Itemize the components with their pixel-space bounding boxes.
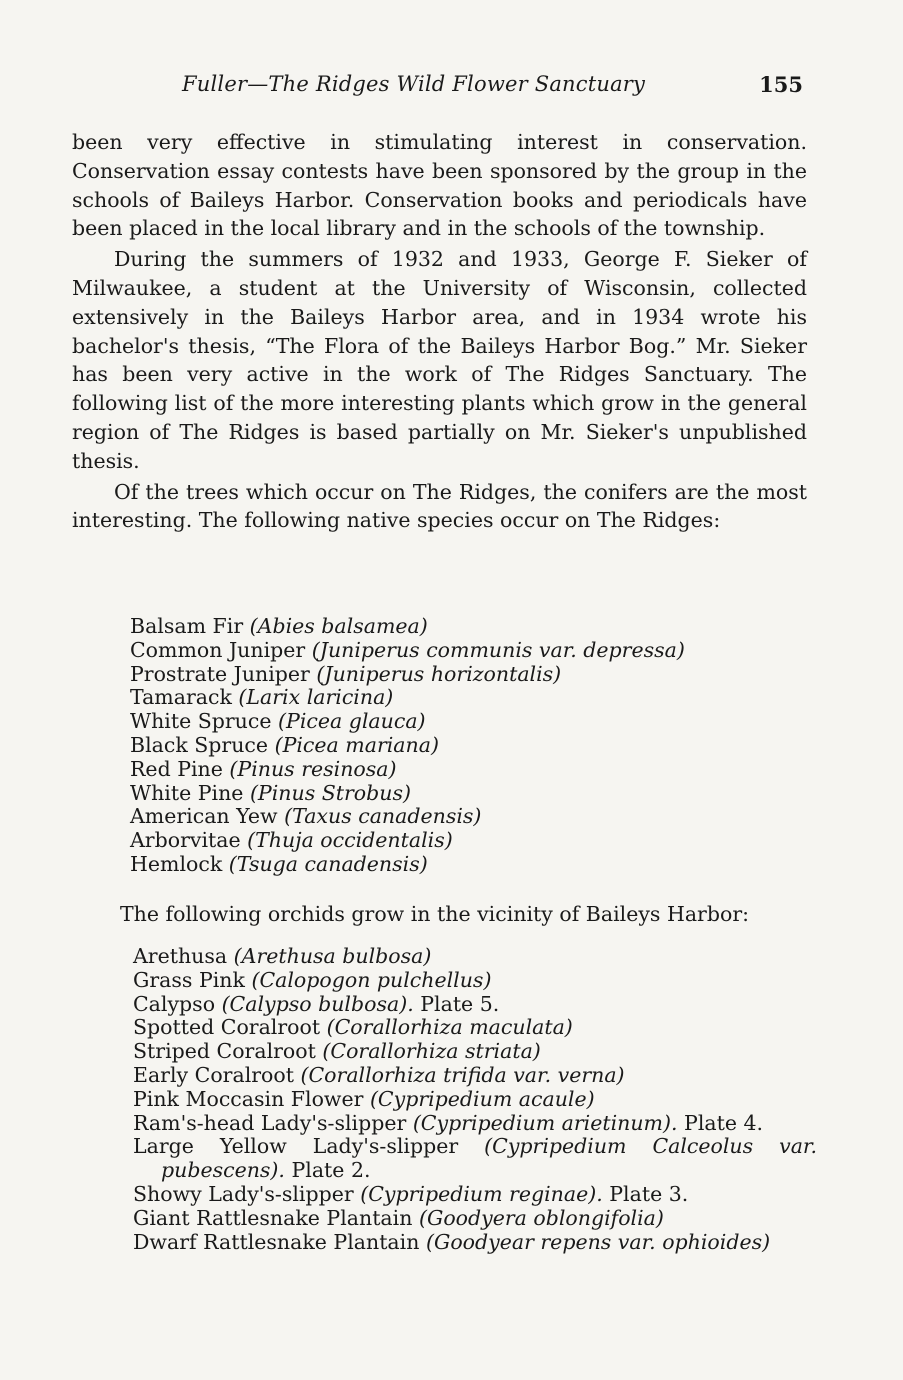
conifer-list [130,615,810,877]
list-item: Common Juniper (Juniperus communis var. depressa) [130,637,685,662]
list-item: Large Yellow Lady's-slipper (Cypripedium Calceolus var. pubescens). Plate 2. [133,1134,817,1183]
list-item: Tamarack (Larix laricina) [130,685,394,710]
list-item: White Spruce (Picea glauca) [130,709,426,734]
list-item: Early Coralroot (Corallorhiza trifida var. verna) [133,1062,625,1087]
list-item: Striped Coralroot (Corallorhiza striata) [133,1039,541,1064]
paragraph-trees-intro: Of the trees which occur on The Ridges, the conifers are the most interesting. The following native species occur on The Ridges: [72,479,807,533]
page-number: 155 [759,72,803,97]
orchid-intro: The following orchids grow in the vicinity of Baileys Harbor: [120,902,750,926]
list-item: Arborvitae (Thuja occidentalis) [130,828,453,853]
list-item: Prostrate Juniper (Juniperus horizontalis) [130,661,562,686]
orchid-list [133,945,817,1254]
list-item: American Yew (Taxus canadensis) [130,804,482,829]
list-item: Hemlock (Tsuga canadensis) [130,851,428,876]
list-item: Arethusa (Arethusa bulbosa) [133,944,432,968]
list-item: Spotted Coralroot (Corallorhiza maculata) [133,1015,573,1040]
list-item: Red Pine (Pinus resinosa) [130,756,397,781]
paragraph-continuation: been very effective in stimulating interest in conservation. Conservation essay contests have been sponsored by the group in the schools of Baileys Harbor. Conservation books and periodicals have been placed in the local library and in the schools of the township. [72,130,807,241]
list-item: Black Spruce (Picea mariana) [130,732,439,757]
list-item: Balsam Fir (Abies balsamea) [130,614,428,638]
list-item: Pink Moccasin Flower (Cypripedium acaule) [133,1086,595,1111]
paragraph-sieker: During the summers of 1932 and 1933, George F. Sieker of Milwaukee, a student at the University of Wisconsin, collected extensively in the Baileys Harbor area, and in 1934 wrote his bachelor's thesis, “The Flora of the Baileys Harbor Bog.” Mr. Sieker has been very active in the work of The Ridges Sanctuary. The following list of the more interesting plants which grow in the general region of The Ridges is based partially on Mr. Sieker's unpublished thesis. [72,247,807,473]
list-item: Calypso (Calypso bulbosa). Plate 5. [133,991,500,1016]
body-text [72,128,807,537]
list-item: White Pine (Pinus Strobus) [130,780,411,805]
running-title: Fuller—The Ridges Wild Flower Sanctuary [182,72,646,96]
list-item: Grass Pink (Calopogon pulchellus) [133,967,492,992]
list-item: Showy Lady's-slipper (Cypripedium reginae). Plate 3. [133,1181,689,1206]
list-item: Giant Rattlesnake Plantain (Goodyera oblongifolia) [133,1205,664,1230]
list-item: Ram's-head Lady's-slipper (Cypripedium arietinum). Plate 4. [133,1110,764,1135]
list-item: Dwarf Rattlesnake Plantain (Goodyear repens var. ophioides) [133,1229,771,1254]
page-header [72,72,807,102]
